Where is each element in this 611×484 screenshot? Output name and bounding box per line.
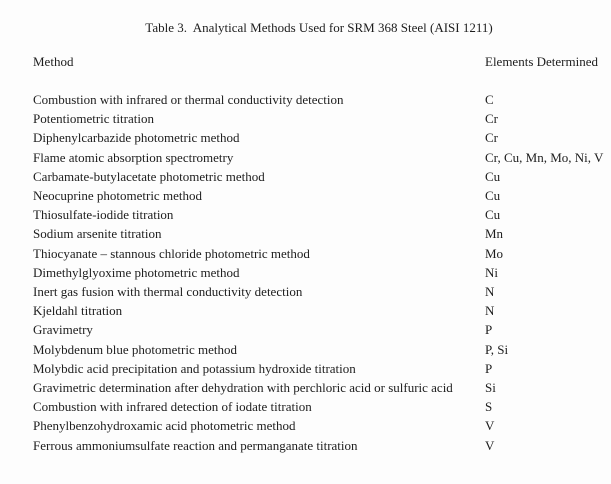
table-row bbox=[33, 224, 605, 243]
elements-cell: S bbox=[485, 399, 493, 415]
analytical-methods-table bbox=[33, 54, 605, 455]
table-row bbox=[33, 416, 605, 435]
table-header-row bbox=[33, 54, 605, 69]
method-cell: Inert gas fusion with thermal conductivity detection bbox=[33, 284, 303, 300]
method-cell: Dimethylglyoxime photometric method bbox=[33, 264, 240, 280]
method-cell: Combustion with infrared or thermal conductivity detection bbox=[33, 92, 344, 107]
method-cell: Potentiometric titration bbox=[33, 111, 154, 127]
method-cell: Kjeldahl titration bbox=[33, 303, 123, 319]
table-row bbox=[33, 340, 605, 359]
table-row bbox=[33, 109, 605, 128]
table-row bbox=[33, 186, 605, 205]
table-row bbox=[33, 378, 605, 397]
elements-cell: P, Si bbox=[485, 341, 509, 357]
elements-cell: P bbox=[485, 360, 493, 376]
method-cell: Gravimetry bbox=[33, 322, 93, 338]
method-cell: Sodium arsenite titration bbox=[33, 226, 162, 242]
table-title: Table 3. Analytical Methods Used for SRM 368 Steel (AISI 1211) bbox=[145, 20, 493, 35]
table-row bbox=[33, 359, 605, 378]
elements-cell: Cu bbox=[485, 188, 501, 204]
elements-cell: Cu bbox=[485, 207, 501, 223]
elements-cell: Cr bbox=[485, 130, 498, 146]
method-cell: Thiosulfate-iodide titration bbox=[33, 207, 174, 223]
elements-cell: V bbox=[485, 437, 495, 453]
method-cell: Carbamate-butylacetate photometric method bbox=[33, 168, 265, 184]
table-row bbox=[33, 90, 605, 109]
table-row bbox=[33, 301, 605, 320]
elements-cell: Cu bbox=[485, 168, 501, 184]
elements-cell: N bbox=[485, 303, 495, 319]
elements-cell: C bbox=[485, 92, 494, 107]
method-cell: Phenylbenzohydroxamic acid photometric method bbox=[33, 418, 296, 434]
elements-cell: Mo bbox=[485, 245, 504, 261]
table-row bbox=[33, 244, 605, 263]
elements-cell: Ni bbox=[485, 264, 498, 280]
elements-cell: P bbox=[485, 322, 493, 338]
method-cell: Combustion with infrared detection of iodate titration bbox=[33, 399, 312, 415]
elements-cell: Cr bbox=[485, 111, 498, 127]
table-row bbox=[33, 128, 605, 147]
table-row bbox=[33, 436, 605, 455]
table-row bbox=[33, 205, 605, 224]
elements-cell: Si bbox=[485, 380, 496, 396]
elements-cell: Mn bbox=[485, 226, 504, 242]
method-cell: Molybdenum blue photometric method bbox=[33, 341, 237, 357]
elements-cell: Cr, Cu, Mn, Mo, Ni, V bbox=[485, 149, 604, 165]
table-row bbox=[33, 148, 605, 167]
table-body bbox=[33, 90, 605, 455]
elements-cell: V bbox=[485, 418, 495, 434]
method-cell: Gravimetric determination after dehydration with perchloric acid or sulfuric acid bbox=[33, 380, 453, 396]
method-cell: Ferrous ammoniumsulfate reaction and permanganate titration bbox=[33, 437, 358, 453]
method-cell: Neocuprine photometric method bbox=[33, 188, 202, 204]
table-row bbox=[33, 263, 605, 282]
method-cell: Flame atomic absorption spectrometry bbox=[33, 149, 234, 165]
table-row bbox=[33, 282, 605, 301]
elements-column-header: Elements Determined bbox=[485, 54, 598, 69]
table-row bbox=[33, 167, 605, 186]
method-column-header: Method bbox=[33, 54, 74, 69]
table-row bbox=[33, 397, 605, 416]
method-cell: Molybdic acid precipitation and potassium hydroxide titration bbox=[33, 360, 356, 376]
elements-cell: N bbox=[485, 284, 495, 300]
method-cell: Diphenylcarbazide photometric method bbox=[33, 130, 240, 146]
method-cell: Thiocyanate – stannous chloride photometric method bbox=[33, 245, 310, 261]
table-row bbox=[33, 320, 605, 339]
